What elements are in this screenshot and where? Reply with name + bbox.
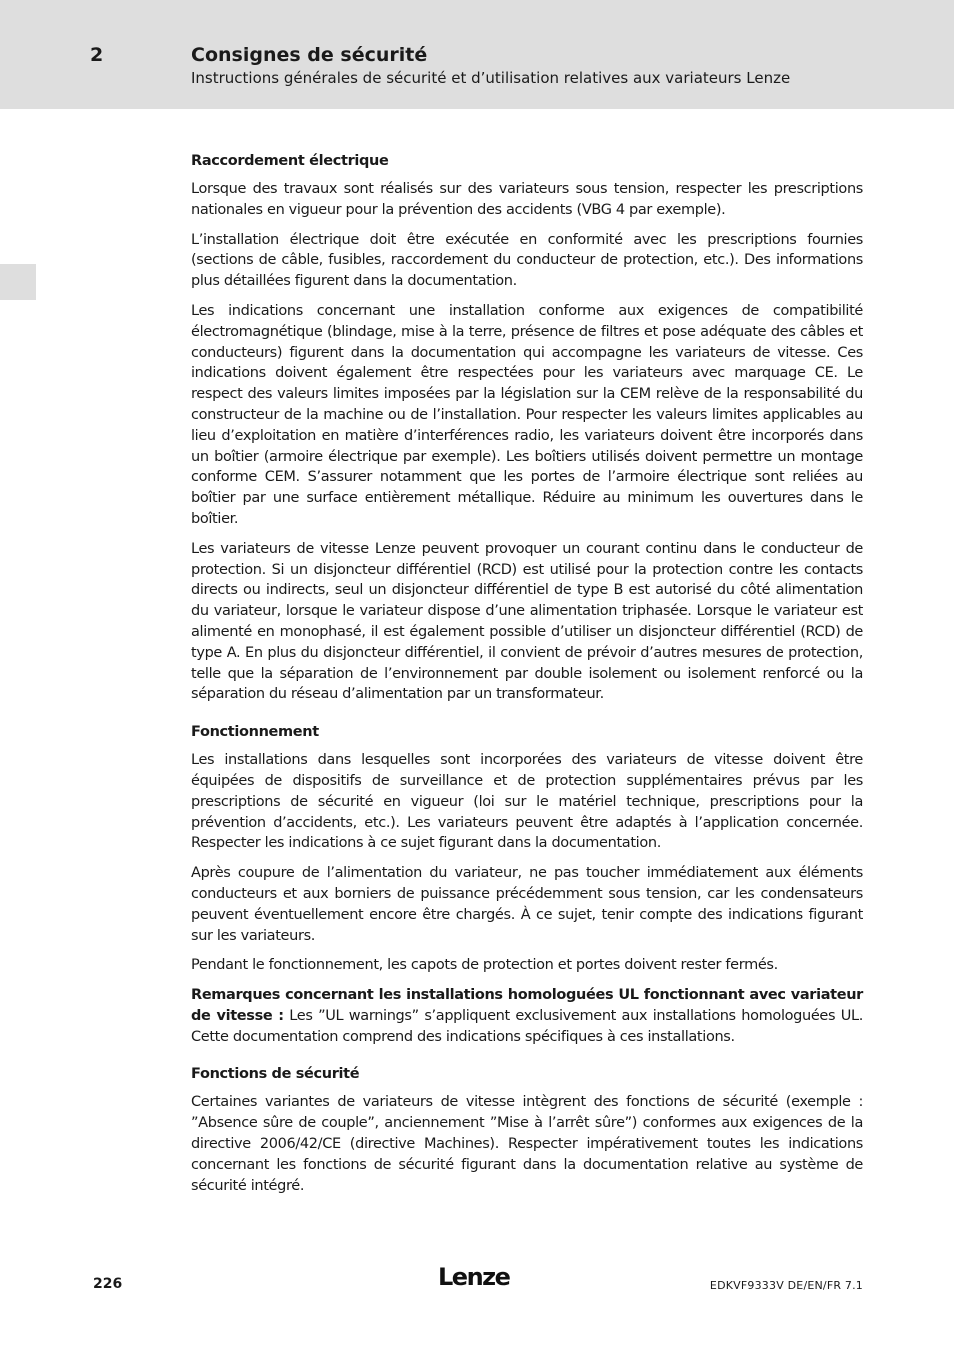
paragraph: L’installation électrique doit être exécutée en conformité avec les prescriptions fournies (sections de câble, fusibles, raccordement du conducteur de protection, etc.). Des informations plus détaillées figurent dans la documentation. [191,231,863,290]
lenze-logo: Lenze [438,1263,510,1291]
paragraph: Les installations dans lesquelles sont incorporées des variateurs de vitesse doivent être équipées de dispositifs de surveillance et de protection supplémentaires prévus par les prescriptions de sécurité en vigueur (loi sur le matériel technique, prescriptions pour la prévention d’accidents, etc.). Les variateurs peuvent être adaptés à l’application concernée. Respecter les indications à ce sujet figurant dans la documentation. [191,752,863,852]
paragraph: Certaines variantes de variateurs de vitesse intègrent des fonctions de sécurité (exemple : ”Absence sûre de couple”, anciennement ”Mise à l’arrêt sûre”) conformes aux exigences de la directive 2006/42/CE (directive Machines). Respecter impérativement toutes les indications concernant les fonctions de sécurité figurant dans la documentation relative au système de sécurité intégré. [191,1094,863,1194]
paragraph: Pendant le fonctionnement, les capots de protection et portes doivent rester fermés. [191,957,778,974]
page-number: 226 [93,1276,123,1292]
paragraph: Les indications concernant une installation conforme aux exigences de compatibilité électromagnétique (blindage, mise à la terre, présence de filtres et pose adéquate des câbles et conducteurs) figurent dans la documentation qui accompagne les variateurs de vitesse. Ces indications doivent également être respectées pour les variateurs avec marquage CE. Le respect des valeurs limites imposées par la législation sur la CEM relève de la responsabilité du constructeur de la machine ou de l’installation. Pour respecter les valeurs limites applicables au lieu d’exploitation en matière d’interférences radio, les variateurs doivent être incorporés dans un boîtier (armoire électrique par exemple). Les boîtiers utilisés doivent permettre un montage conforme CEM. S’assurer notamment que les portes de l’armoire électrique sont reliées au boîtier par une surface entièrement métallique. Réduire au minimum les ouvertures dans le boîtier. [191,302,863,527]
chapter-subtitle: Instructions générales de sécurité et d’utilisation relatives aux variateurs Lenze [191,69,791,87]
section-raccordement [191,150,863,705]
paragraph: Après coupure de l’alimentation du variateur, ne pas toucher immédiatement aux éléments conducteurs et aux borniers de puissance précédemment sous tension, car les condensateurs peuvent éventuellement encore être chargés. À ce sujet, tenir compte des indications figurant sur les variateurs. [191,865,863,944]
paragraph: Lorsque des travaux sont réalisés sur des variateurs sous tension, respecter les prescriptions nationales en vigueur pour la prévention des accidents (VBG 4 par exemple). [191,181,863,218]
section-heading: Fonctions de sécurité [191,1066,360,1083]
document-code: EDKVF9333V DE/EN/FR 7.1 [709,1279,863,1292]
page-header [0,0,954,109]
section-heading: Raccordement électrique [191,153,389,169]
chapter-title: Consignes de sécurité [191,44,428,66]
section-heading: Fonctionnement [191,724,319,741]
page-content [191,150,863,1212]
ul-note [191,985,863,1047]
chapter-side-tab [0,264,36,300]
chapter-number: 2 [90,44,104,66]
paragraph: Les variateurs de vitesse Lenze peuvent provoquer un courant continu dans le conducteur de protection. Si un disjoncteur différentiel (RCD) est utilisé pour la protection contre les contacts directs ou indirects, seul un disjoncteur différentiel de type B est autorisé du côté alimentation du variateur, lorsque le variateur dispose d’une alimentation triphasée. Lorsque le variateur est alimenté en monophasé, il est également possible d’utiliser un disjoncteur différentiel (RCD) de type A. En plus du disjoncteur différentiel, il convient de prévoir d’autres mesures de protection, telle que la séparation de l’environnement par double isolement ou isolement renforcé ou la séparation du réseau d’alimentation par un transformateur. [191,540,863,703]
section-fonctionnement [191,721,863,1047]
ul-note-text: Les ”UL warnings” s’appliquent exclusivement aux installations homologuées UL. Cette documentation comprend des indications spécifiques à ces installations. [191,1007,863,1045]
section-fonctions-securite [191,1063,863,1196]
ul-note-label: Remarques concernant les installations homologuées UL fonctionnant avec variateur de vitesse : [191,987,863,1024]
